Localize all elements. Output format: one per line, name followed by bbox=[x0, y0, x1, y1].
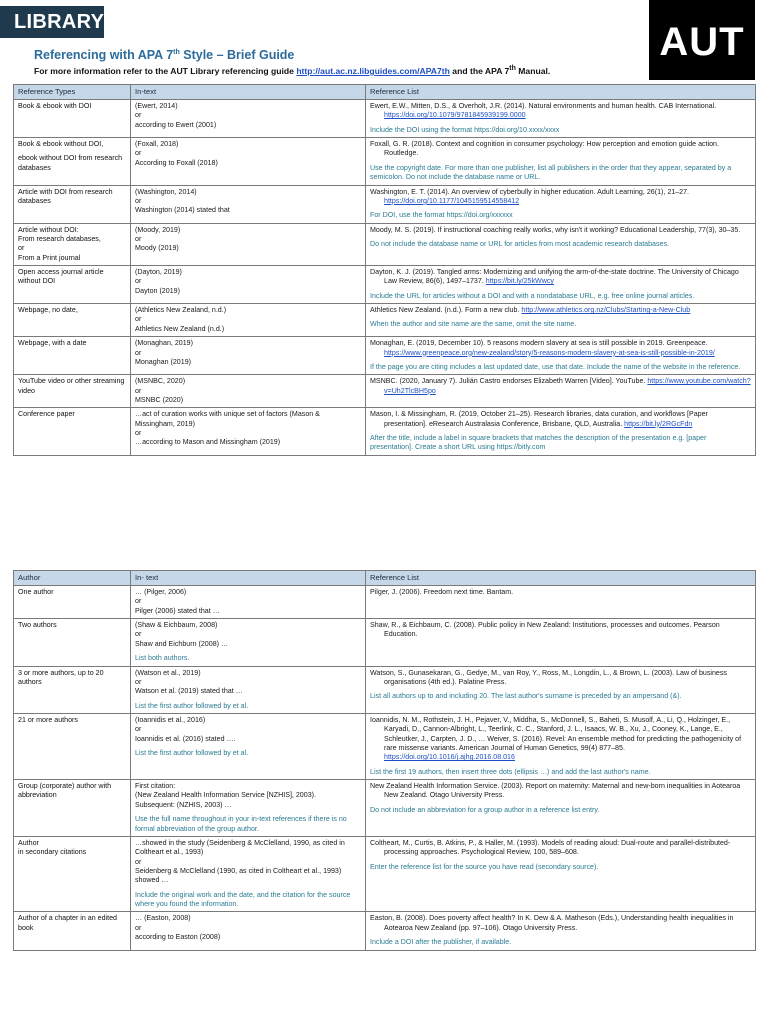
reference-note: After the title, include a label in square brackets that matches the description of the presentation e.g. [paper presentation]. Create a short URL using https://bitly.com bbox=[370, 434, 707, 452]
reference-entry bbox=[370, 188, 751, 207]
in-text-line: according to Ewert (2001) bbox=[135, 120, 217, 129]
in-text-line: Subsequent: (NZHIS, 2003) … bbox=[135, 800, 232, 809]
reference-type-line: 3 or more authors, up to 20 authors bbox=[18, 668, 104, 686]
reference-link[interactable]: https://doi.org/10.1177/1045159514558412 bbox=[384, 196, 520, 205]
in-text-line: (Athletics New Zealand, n.d.) bbox=[135, 306, 227, 315]
reference-text: MSNBC. (2020, January 7). Julián Castro endorses Elizabeth Warren [Video]. YouTube. bbox=[370, 377, 646, 386]
in-text-cell bbox=[131, 619, 366, 666]
reference-note: List all authors up to and including 20. The last author's surname is preceded by an ampersand (&). bbox=[370, 692, 682, 701]
reference-type-line: Two authors bbox=[18, 621, 57, 630]
reference-list-cell bbox=[366, 185, 756, 223]
in-text-line: or bbox=[135, 149, 142, 158]
reference-text: Moody, M. S. (2019). If instructional coaching really works, why isn't it working? Educational Leadership, 77(3), 30–35. bbox=[370, 225, 741, 234]
reference-type-line: Book & ebook with DOI bbox=[18, 102, 92, 111]
in-text-line: First citation: bbox=[135, 782, 176, 791]
reference-entry bbox=[370, 339, 751, 358]
in-text-cell bbox=[131, 266, 366, 304]
in-text-line: (Monaghan, 2019) bbox=[135, 339, 193, 348]
reference-type-line: 21 or more authors bbox=[18, 715, 78, 724]
in-text-cell bbox=[131, 713, 366, 779]
reference-type-line: ebook without DOI from research databases bbox=[18, 154, 123, 172]
reference-list-cell bbox=[366, 223, 756, 265]
reference-type-cell bbox=[14, 100, 131, 138]
reference-type-line: Group (corporate) author with abbreviation bbox=[18, 782, 112, 800]
in-text-cell bbox=[131, 223, 366, 265]
reference-type-line: One author bbox=[18, 588, 54, 597]
column-header: In-text bbox=[131, 85, 366, 100]
reference-text: Foxall, G. R. (2018). Context and cognition in consumer psychology: How perception and emotion guide action. Routledge. bbox=[370, 140, 719, 158]
reference-list-cell bbox=[366, 408, 756, 455]
in-text-line: (Ioannidis et al., 2016) bbox=[135, 715, 206, 724]
column-header: Reference List bbox=[366, 571, 756, 586]
reference-entry bbox=[370, 306, 751, 315]
table-row bbox=[14, 836, 756, 912]
reference-list-cell bbox=[366, 304, 756, 337]
libguide-link[interactable]: http://aut.ac.nz.libguides.com/APA7th bbox=[296, 65, 450, 76]
reference-link[interactable]: https://bit.ly/25kWwcy bbox=[485, 277, 554, 286]
reference-type-line: Author of a chapter in an edited book bbox=[18, 914, 117, 932]
column-header: Reference Types bbox=[14, 85, 131, 100]
reference-list-cell bbox=[366, 619, 756, 666]
reference-note: Use the copyright date. For more than one publisher, list all publishers in the order that they appear, separated by a semicolon. Do not include the database name or URL. bbox=[370, 163, 732, 182]
reference-type-cell bbox=[14, 138, 131, 185]
in-text-line: …showed in the study (Seidenberg & McClelland, 1990, as cited in Coltheart et al., 1993) bbox=[135, 838, 345, 857]
reference-note: Enter the reference list for the source you have read (secondary source). bbox=[370, 862, 599, 871]
table-header-row bbox=[14, 571, 756, 586]
in-text-line: … (Pilger, 2006) bbox=[135, 588, 187, 597]
reference-entry bbox=[370, 226, 751, 235]
in-text-line: (Dayton, 2019) bbox=[135, 268, 182, 277]
reference-type-line: From a Print journal bbox=[18, 253, 81, 262]
in-text-line: Shaw and Eichburn (2008) … bbox=[135, 639, 229, 648]
reference-link[interactable]: https://www.youtube.com/watch?v=Uh2TlcBH5po bbox=[384, 377, 751, 395]
in-text-cell bbox=[131, 304, 366, 337]
reference-text: Monaghan, E. (2019, December 10). 5 reasons modern slavery at sea is still possible in 2019. Greenpeace. bbox=[370, 339, 708, 348]
reference-link[interactable]: http://www.athletics.org.nz/Clubs/Starting-a-New-Club bbox=[521, 306, 691, 315]
in-text-note: List the first author followed by et al. bbox=[135, 749, 249, 758]
table-row bbox=[14, 408, 756, 455]
in-text-cell bbox=[131, 836, 366, 912]
in-text-line: Pilger (2006) stated that … bbox=[135, 606, 220, 615]
reference-text: Watson, S., Gunasekaran, G., Gedye, M., van Roy, Y., Ross, M., Longdin, L., & Brown, L. (2003). Law of business organisations (4th ed.). Palatine Press. bbox=[370, 668, 727, 686]
reference-list-cell bbox=[366, 375, 756, 408]
in-text-cell bbox=[131, 912, 366, 950]
in-text-line: or bbox=[135, 348, 142, 357]
reference-list-cell bbox=[366, 266, 756, 304]
reference-types-table bbox=[13, 84, 756, 456]
reference-type-cell bbox=[14, 780, 131, 837]
reference-entry bbox=[370, 410, 751, 429]
reference-type-line: Open access journal article without DOI bbox=[18, 268, 104, 286]
reference-list-cell bbox=[366, 780, 756, 837]
table-row bbox=[14, 185, 756, 223]
reference-entry bbox=[370, 839, 751, 858]
reference-type-line: Author bbox=[18, 838, 39, 847]
table-header-row bbox=[14, 85, 756, 100]
in-text-line: or bbox=[135, 315, 142, 324]
reference-note: For DOI, use the format https://doi.org/xxxxxx bbox=[370, 211, 513, 220]
reference-text: Washington, E. T. (2014). An overview of cyberbully in higher education. Adult Learning, 26(1), 21–27. bbox=[370, 187, 690, 196]
reference-note: Include the DOI using the format https://doi.org/10.xxxx/xxxx bbox=[370, 125, 560, 134]
reference-type-line: in secondary citations bbox=[18, 848, 87, 857]
in-text-line: Washington (2014) stated that bbox=[135, 206, 230, 215]
reference-type-line: Article without DOI: bbox=[18, 225, 79, 234]
table-row bbox=[14, 619, 756, 666]
in-text-line: Watson et al. (2019) stated that … bbox=[135, 687, 243, 696]
reference-entry bbox=[370, 716, 751, 763]
page-title: Referencing with APA 7th Style – Brief Guide bbox=[34, 48, 295, 62]
in-text-line: Monaghan (2019) bbox=[135, 357, 192, 366]
table-row bbox=[14, 100, 756, 138]
reference-entry bbox=[370, 914, 751, 933]
reference-note: List the first 19 authors, then insert three dots (ellipsis …) and add the last author's name. bbox=[370, 767, 651, 776]
table-row bbox=[14, 666, 756, 713]
table-row bbox=[14, 713, 756, 779]
column-header: Reference List bbox=[366, 85, 756, 100]
reference-list-cell bbox=[366, 100, 756, 138]
reference-link[interactable]: https://www.greenpeace.org/new-zealand/story/5-reasons-modern-slavery-at-sea-is-still-possible-in-2019/ bbox=[384, 348, 715, 357]
in-text-line: or bbox=[135, 923, 142, 932]
reference-type-cell bbox=[14, 586, 131, 619]
in-text-line: or bbox=[135, 386, 142, 395]
in-text-line: (New Zealand Health Information Service [NZHIS], 2003). bbox=[135, 791, 316, 800]
reference-type-cell bbox=[14, 375, 131, 408]
reference-entry bbox=[370, 588, 751, 597]
in-text-cell bbox=[131, 337, 366, 375]
reference-type-cell bbox=[14, 666, 131, 713]
reference-text: Ewert, E.W., Mitten, D.S., & Overholt, J.R. (2014). Natural environments and human health. CAB International. bbox=[370, 102, 717, 111]
reference-type-line: YouTube video or other streaming video bbox=[18, 377, 125, 395]
page-subtitle: For more information refer to the AUT Library referencing guide http://aut.ac.nz.libguides.com/APA7th and the APA 7th Manual. bbox=[34, 65, 551, 76]
reference-type-line: Webpage, no date, bbox=[18, 306, 78, 315]
in-text-line: or bbox=[135, 725, 142, 734]
reference-note: Include a DOI after the publisher, if available. bbox=[370, 938, 512, 947]
in-text-line: According to Foxall (2018) bbox=[135, 158, 218, 167]
reference-entry bbox=[370, 377, 751, 396]
reference-type-line: Conference paper bbox=[18, 410, 75, 419]
reference-list-cell bbox=[366, 912, 756, 950]
column-header: Author bbox=[14, 571, 131, 586]
reference-type-cell bbox=[14, 266, 131, 304]
reference-note: Do not include the database name or URL for articles from most academic research databases. bbox=[370, 239, 670, 248]
in-text-line: (Watson et al., 2019) bbox=[135, 668, 201, 677]
in-text-line: (Ewert, 2014) bbox=[135, 102, 178, 111]
in-text-line: or bbox=[135, 111, 142, 120]
reference-type-line: Article with DOI from research databases bbox=[18, 187, 113, 205]
in-text-line: or bbox=[135, 597, 142, 606]
in-text-cell bbox=[131, 100, 366, 138]
in-text-line: Dayton (2019) bbox=[135, 286, 180, 295]
reference-note: Do not include an abbreviation for a group author in a reference list entry. bbox=[370, 805, 600, 814]
reference-text: Mason, I. & Missingham, R. (2019, October 21–25). Research libraries, data curation, and workflows [Paper presentation]. eResearch Australasia Conference, Brisbane, QLD, Australia. bbox=[370, 410, 708, 428]
in-text-cell bbox=[131, 408, 366, 455]
reference-list-cell bbox=[366, 138, 756, 185]
reference-entry bbox=[370, 782, 751, 801]
in-text-line: …act of curation works with unique set of factors (Mason & Missingham, 2019) bbox=[135, 410, 320, 428]
in-text-line: (Shaw & Eichbaum, 2008) bbox=[135, 621, 218, 630]
table-row bbox=[14, 337, 756, 375]
in-text-cell bbox=[131, 666, 366, 713]
in-text-line: or bbox=[135, 429, 142, 438]
reference-text: Ioannidis, N. M., Rothstein, J. H., Pejaver, V., Middha, S., McDonnell, S., Baheti, S. Musolf, A., Li, Q., Holzinger, E., Karyadi, D., Cannon-Albright, L., Teerlink, C. C., Stanford, J. L., Isaacs, W. B., Xu, J., Cooney, K., Lange, E., Schleutker, J., Carpten, J. D., … Weiver, S. (2016). Revel: An ensemble method for predicting the pathogenicity of rare missense variants. American Journal of Human Genetics, 99(4) 877–85. bbox=[370, 715, 742, 753]
in-text-line: or bbox=[135, 196, 142, 205]
in-text-note: List both authors. bbox=[135, 654, 190, 663]
reference-note: Include the URL for articles without a DOI and with a nondatabase URL, e.g. free online journal articles. bbox=[370, 291, 695, 300]
reference-text: Athletics New Zealand. (n.d.). Form a new club. bbox=[370, 306, 520, 315]
reference-type-cell bbox=[14, 337, 131, 375]
reference-text: New Zealand Health Information Service. (2003). Report on maternity: Maternal and new-born inequalities in Aotearoa New Zealand. Otago University Press. bbox=[370, 782, 741, 800]
table-row bbox=[14, 304, 756, 337]
in-text-line: MSNBC (2020) bbox=[135, 396, 184, 404]
aut-logo: AUT bbox=[649, 0, 755, 80]
reference-type-cell bbox=[14, 713, 131, 779]
in-text-line: or bbox=[135, 677, 142, 686]
reference-type-cell bbox=[14, 836, 131, 912]
reference-entry bbox=[370, 268, 751, 287]
table-row bbox=[14, 266, 756, 304]
reference-list-cell bbox=[366, 836, 756, 912]
in-text-line: Seidenberg & McClelland (1990, as cited in Coltheart et al., 1993) showed … bbox=[135, 867, 342, 885]
in-text-cell bbox=[131, 185, 366, 223]
in-text-line: Ioannidis et al. (2016) stated …. bbox=[135, 734, 236, 743]
reference-text: Dayton, K. J. (2019). Tangled arms: Modernizing and unifying the arm-of-the-state doctrine. The University of Chicago Law Review, 86(6), 1497–1737. bbox=[370, 268, 739, 286]
reference-link[interactable]: https://doi.org/10.1016/j.ajhg.2016.08.016 bbox=[384, 753, 515, 762]
in-text-cell bbox=[131, 375, 366, 408]
in-text-cell bbox=[131, 138, 366, 185]
in-text-line: according to Easton (2008) bbox=[135, 933, 221, 942]
in-text-line: … (Easton, 2008) bbox=[135, 914, 191, 923]
reference-type-cell bbox=[14, 408, 131, 455]
table-row bbox=[14, 138, 756, 185]
reference-link[interactable]: https://bit.ly/2RGcFdn bbox=[624, 419, 693, 428]
in-text-line: Moody (2019) bbox=[135, 244, 179, 253]
reference-text: Pilger, J. (2006). Freedom next time. Bantam. bbox=[370, 588, 514, 597]
reference-type-cell bbox=[14, 304, 131, 337]
in-text-note: Use the full name throughout in your in-text references if there is no formal abbreviation of the group author. bbox=[135, 815, 347, 833]
in-text-line: Athletics New Zealand (n.d.) bbox=[135, 324, 225, 333]
reference-type-line: Book & ebook without DOI, bbox=[18, 140, 104, 149]
table-row bbox=[14, 375, 756, 408]
reference-type-line: Webpage, with a date bbox=[18, 339, 87, 348]
reference-type-line: From research databases, bbox=[18, 234, 101, 243]
reference-type-cell bbox=[14, 223, 131, 265]
author-table bbox=[13, 570, 756, 951]
column-header: In- text bbox=[131, 571, 366, 586]
reference-list-cell bbox=[366, 586, 756, 619]
reference-type-cell bbox=[14, 619, 131, 666]
reference-entry bbox=[370, 102, 751, 121]
in-text-line: (MSNBC, 2020) bbox=[135, 377, 186, 386]
reference-entry bbox=[370, 140, 751, 159]
table-row bbox=[14, 780, 756, 837]
table-row bbox=[14, 586, 756, 619]
in-text-cell bbox=[131, 586, 366, 619]
reference-text: Coltheart, M., Curtis, B. Atkins, P., & Haller, M. (1993). Models of reading aloud: Dual-route and parallel-distributed-processing approaches. Psychological Review, 100, 589–608. bbox=[370, 838, 731, 857]
in-text-line: (Moody, 2019) bbox=[135, 225, 181, 234]
reference-list-cell bbox=[366, 666, 756, 713]
table-row bbox=[14, 223, 756, 265]
reference-type-line: or bbox=[18, 244, 25, 253]
in-text-line: (Foxall, 2018) bbox=[135, 140, 179, 149]
in-text-line: or bbox=[135, 630, 142, 639]
reference-entry bbox=[370, 621, 751, 640]
reference-type-cell bbox=[14, 912, 131, 950]
in-text-line: or bbox=[135, 234, 142, 243]
reference-text: Shaw, R., & Eichbaum, C. (2008). Public policy in New Zealand: Institutions, processes and outcomes. Pearson Education. bbox=[370, 621, 720, 639]
reference-list-cell bbox=[366, 337, 756, 375]
reference-list-cell bbox=[366, 713, 756, 779]
in-text-note: List the first author followed by et al. bbox=[135, 701, 249, 710]
in-text-cell bbox=[131, 780, 366, 837]
library-banner: LIBRARY bbox=[0, 6, 104, 38]
reference-note: If the page you are citing includes a last updated date, use that date. Include the name of the website in the reference. bbox=[370, 362, 741, 371]
reference-note: When the author and site name are the same, omit the site name. bbox=[370, 320, 577, 329]
in-text-line: …according to Mason and Missingham (2019) bbox=[135, 438, 281, 447]
in-text-line: or bbox=[135, 277, 142, 286]
in-text-note: Include the original work and the date, and the citation for the source where you found the information. bbox=[135, 890, 351, 909]
in-text-line: or bbox=[135, 857, 142, 866]
reference-text: Easton, B. (2008). Does poverty affect health? In K. Dew & A. Matheson (Eds.), Understanding health inequalities in Aotearoa New Zealand (pp. 97–106). Otago University Press. bbox=[370, 914, 734, 932]
reference-link[interactable]: https://doi.org/10.1079/9781845939199.0000 bbox=[384, 111, 526, 120]
table-row bbox=[14, 912, 756, 950]
reference-type-cell bbox=[14, 185, 131, 223]
reference-entry bbox=[370, 669, 751, 688]
in-text-line: (Washington, 2014) bbox=[135, 187, 197, 196]
